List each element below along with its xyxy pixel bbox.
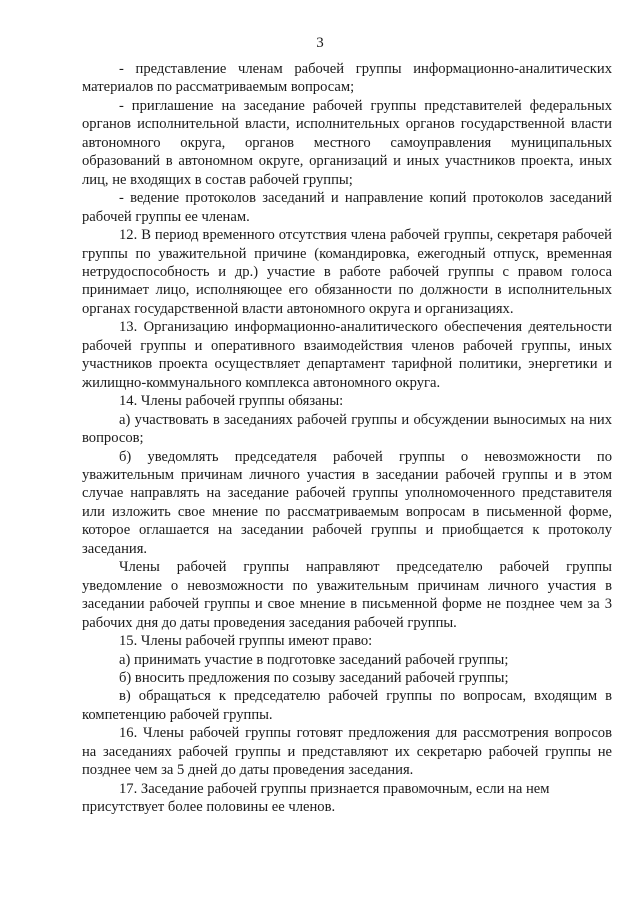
page-number: 3 <box>316 35 324 51</box>
paragraph-clause-13: 13. Организацию информационно-аналитического обеспечения деятельности рабочей группы и оперативного взаимодействия членов рабочей группы, иных участников проекта осуществляет департамент тарифной политики, энергетики и жилищно-коммунального комплекса автономного округа. <box>82 319 612 391</box>
paragraph-clause-17: 17. Заседание рабочей группы признается правомочным, если на нем присутствует более половины ее членов. <box>82 780 550 816</box>
paragraph-clause-15c: в) обращаться к председателю рабочей группы по вопросам, входящим в компетенцию рабочей группы. <box>82 688 612 723</box>
paragraph-clause-14: 14. Члены рабочей группы обязаны: <box>119 393 344 410</box>
paragraph-members-notice: Члены рабочей группы направляют председателю рабочей группы уведомление о невозможности по уважительным причинам личного участия в заседании рабочей группы и свое мнение в письменной форме не позднее чем за 3 рабочих дня до даты проведения заседания рабочей группы. <box>82 559 612 631</box>
paragraph-clause-12: 12. В период временного отсутствия члена рабочей группы, секретаря рабочей группы по уважительной причине (командировка, ежегодный отпуск, временная нетрудоспособность и др.) участие в работе рабочей группы с правом голоса принимает лицо, исполняющее его обязанности по должности в исполнительных органах государственной власти автономного округа и организациях. <box>82 227 612 317</box>
paragraph-clause-16: 16. Члены рабочей группы готовят предложения для рассмотрения вопросов на заседаниях рабочей группы и представляют их секретарю рабочей группы не позднее чем за 5 дней до даты проведения заседания. <box>82 725 612 779</box>
paragraph-clause-15: 15. Члены рабочей группы имеют право: <box>119 633 373 650</box>
paragraph-item-protocols: - ведение протоколов заседаний и направление копий протоколов заседаний рабочей группы ее членам. <box>82 190 612 225</box>
paragraph-clause-15a: а) принимать участие в подготовке заседаний рабочей группы; <box>119 651 509 668</box>
paragraph-clause-15b: б) вносить предложения по созыву заседаний рабочей группы; <box>119 669 509 686</box>
paragraph-item-info-materials: - представление членам рабочей группы информационно-аналитических материалов по рассматриваемым вопросам; <box>82 61 612 96</box>
paragraph-clause-14a: а) участвовать в заседаниях рабочей группы и обсуждении выносимых на них вопросов; <box>82 411 612 447</box>
document-body <box>82 60 612 817</box>
paragraph-item-invitation: - приглашение на заседание рабочей группы представителей федеральных органов исполнительной власти, исполнительных органов государственной власти автономного округа, органов местного самоуправления муниципальных образований в автономном округе, организаций и иных участников проекта, иных лиц, не входящих в состав рабочей группы; <box>82 97 612 188</box>
paragraph-clause-14b: б) уведомлять председателя рабочей группы о невозможности по уважительным причинам личного участия в заседании рабочей группы и в этом случае направлять на заседание рабочей группы уполномоченного представителя или изложить свое мнение по рассматриваемым вопросам в письменной форме, которое оглашается на заседании рабочей группы и приобщается к протоколу заседания. <box>82 448 612 557</box>
